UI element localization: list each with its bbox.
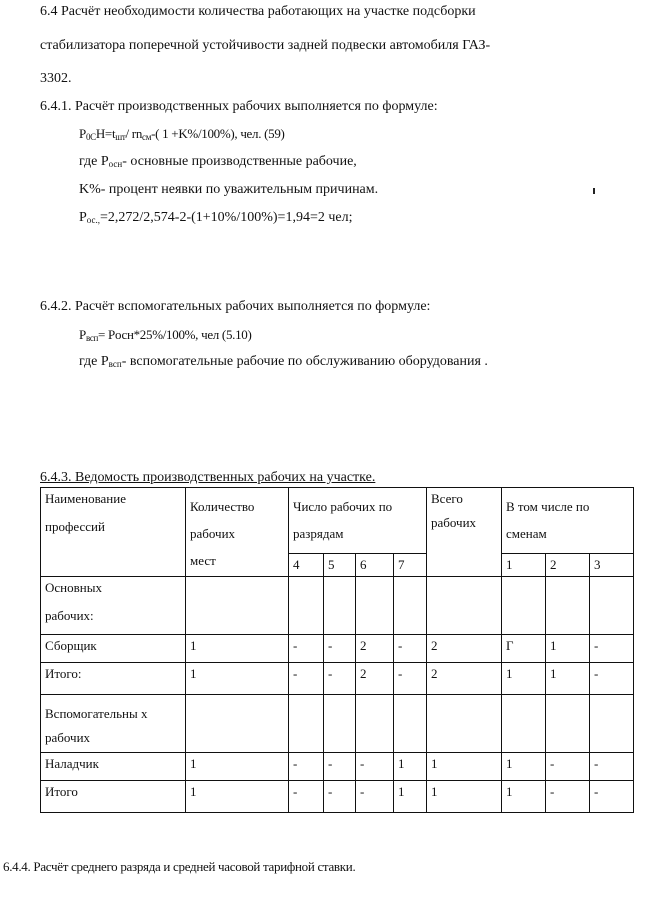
- header-rank-6: 6: [356, 554, 394, 577]
- table-row: Наладчик 1 - - - 1 1 1 - -: [41, 753, 634, 781]
- group-aux-workers: Вспомогательны х рабочих: [41, 695, 186, 753]
- header-rank-7: 7: [394, 554, 427, 577]
- table-row: Сборщик 1 - - 2 - 2 Г 1 -: [41, 635, 634, 663]
- header-rank-4: 4: [289, 554, 324, 577]
- header-ranks: Число рабочих по разрядам: [289, 488, 427, 554]
- header-shift-2: 2: [546, 554, 590, 577]
- formula-main-workers: $P_{0C}H=t_{шт}/$ $rn_{см}-$( 1 +K%/100%), чел. (59): [79, 126, 285, 142]
- subsection-6-4-3-title: 6.4.3. Ведомость производственных рабочих на участке.: [40, 470, 376, 485]
- header-shift-1: 1: [502, 554, 546, 577]
- subsection-6-4-1-title: 6.4.1. Расчёт производственных рабочих выполняется по формуле:: [40, 99, 438, 114]
- section-heading-line-2: стабилизатора поперечной устойчивости задней подвески автомобиля ГАЗ-: [40, 38, 491, 53]
- formula-legend-absence: K%- процент неявки по уважительным причинам.: [79, 182, 379, 197]
- header-rank-5: 5: [324, 554, 356, 577]
- formula-legend-aux: где $P_{всп}-$ вспомогательные рабочие по обслуживанию оборудования .: [79, 354, 488, 369]
- group-main-workers: Основных рабочих:: [41, 577, 186, 635]
- header-profession: Наименование профессий: [41, 488, 186, 577]
- formula-aux-workers: $P_{всп}=$ Pосн*25%/100%, чел (5.10): [79, 327, 252, 343]
- section-heading-line-1: 6.4 Расчёт необходимости количества работающих на участке подсборки: [40, 4, 476, 19]
- calculation-main-workers: $P_{ос.,}=2,272/2,574-2-(1+10\%/100\%)=1,94=2$ чел;: [79, 210, 353, 225]
- subsection-6-4-2-title: 6.4.2. Расчёт вспомогательных рабочих выполняется по формуле:: [40, 299, 431, 314]
- formula-legend-main: где $P_{осн}-$ основные производственные рабочие,: [79, 154, 357, 169]
- header-places: Количество рабочих мест: [186, 488, 289, 577]
- header-total: Всего рабочих: [427, 488, 502, 577]
- header-shifts: В том числе по сменам: [502, 488, 634, 554]
- table-row: Итого 1 - - - 1 1 1 - -: [41, 781, 634, 813]
- subsection-6-4-4-title: 6.4.4. Расчёт среднего разряда и средней часовой тарифной ставки.: [3, 859, 356, 874]
- stray-mark: [593, 188, 595, 194]
- header-shift-3: 3: [590, 554, 634, 577]
- workers-table: [40, 487, 634, 813]
- section-heading-line-3: 3302.: [40, 71, 72, 86]
- table-row: Итого: 1 - - 2 - 2 1 1 -: [41, 663, 634, 695]
